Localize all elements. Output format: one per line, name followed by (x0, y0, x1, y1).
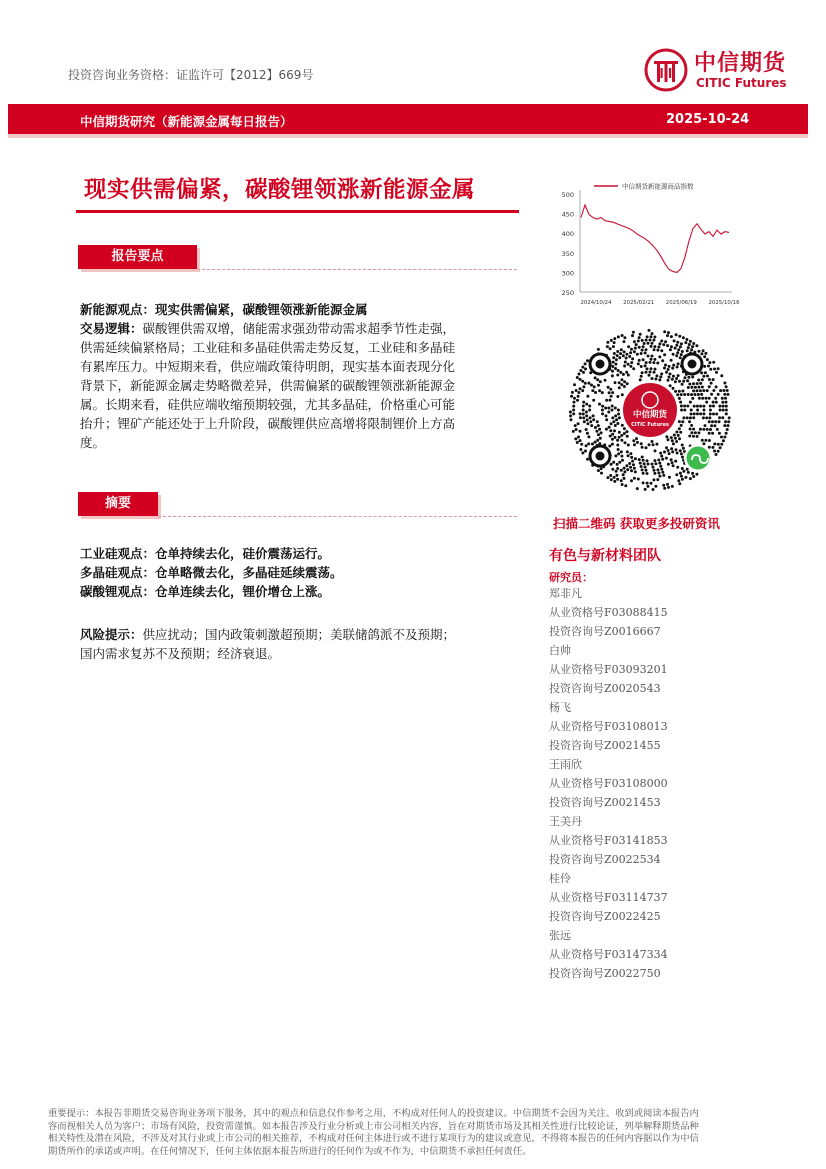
summary-item: 多晶硅观点：仓单略微去化，多晶硅延续震荡。 (80, 565, 343, 580)
logic-label: 交易逻辑： (80, 321, 143, 336)
index-line-chart (540, 176, 752, 314)
analyst-name: 张远 (549, 929, 571, 942)
legend-label: 中信期货新能源商品指数 (622, 182, 694, 191)
logic-line: 度。 (80, 435, 106, 450)
company-logo (644, 46, 804, 98)
header-banner-shadow (8, 134, 808, 138)
qr-finder-dot (596, 360, 605, 369)
analyst-advisory: 投资咨询号Z0022425 (549, 910, 661, 923)
analyst-advisory: 投资咨询号Z0016667 (549, 625, 661, 638)
x-tick-label: 2025/06/19 (665, 300, 697, 306)
logic-line: 抬升；锂矿产能还处于上升阶段，碳酸锂供应高增将限制锂价上方高 (80, 416, 456, 431)
analyst-advisory: 投资咨询号Z0020543 (549, 682, 661, 695)
banner-date: 2025-10-24 (666, 112, 750, 127)
analyst-name: 杨飞 (549, 701, 571, 714)
logic-line: 供需延续偏紧格局；工业硅和多晶硅供需走势反复，工业硅和多晶硅 (80, 340, 456, 355)
analyst-license: 从业资格号F03141853 (549, 834, 668, 847)
y-tick-label: 350 (561, 249, 574, 258)
analyst-list (549, 584, 668, 983)
summary-item: 工业硅观点：仓单持续去化，硅价震荡运行。 (80, 546, 331, 561)
report-headline: 现实供需偏紧，碳酸锂领涨新能源金属 (84, 177, 476, 203)
logic-line: 交易逻辑：碳酸锂供需双增，储能需求强劲带动需求超季节性走强， (80, 321, 456, 336)
risk-text: 国内需求复苏不及预期；经济衰退。 (80, 646, 281, 661)
analyst-advisory: 投资咨询号Z0021453 (549, 796, 661, 809)
risk-label: 风险提示： (80, 627, 143, 642)
risk-paragraph (80, 625, 455, 663)
y-tick-label: 250 (561, 289, 574, 297)
qr-caption: 扫描二维码 获取更多投研资讯 (553, 516, 720, 531)
headline-rule (76, 210, 519, 213)
view-text: 现实供需偏紧，碳酸锂领涨新能源金属 (155, 302, 368, 317)
analyst-advisory: 投资咨询号Z0022534 (549, 853, 661, 866)
analyst-license: 从业资格号F03108000 (549, 777, 668, 790)
disclaimer-line: 相关特性及潜在风险，不涉及对其行业或上市公司的相关推荐，不构成对任何主体进行或不进行某项行为的建议或意见，不得将本报告的任何内容据以作为中信 (48, 1133, 699, 1144)
y-tick-label: 400 (561, 230, 574, 239)
logic-line: 属。长期来看，硅供应端收缩预期较强，尤其多晶硅，价格重心可能 (80, 397, 456, 412)
analyst-license: 从业资格号F03108013 (549, 720, 668, 733)
logo-cn-text: 中信期货 (694, 51, 787, 76)
disclaimer-line: 重要提示：本报告非期货交易咨询业务项下服务，其中的观点和信息仅作参考之用，不构成对任何人的投资建议。中信期货不会因为关注、收到或阅读本报告内 (48, 1108, 699, 1119)
team-name: 有色与新材料团队 (549, 548, 661, 564)
x-tick-label: 2025/02/21 (623, 300, 655, 306)
logic-paragraph (80, 319, 520, 452)
qr-center-cn: 中信期货 (632, 410, 668, 420)
summary-item: 碳酸锂观点：仓单连续去化，锂价增仓上涨。 (80, 584, 331, 599)
disclaimer (48, 1108, 778, 1158)
disclaimer-line: 容而视相关人员为客户；市场有风险，投资需谨慎。如本报告涉及行业分析或上市公司相关内容，旨在对期货市场及其相关性进行比较论证，列举解释期货品种 (48, 1120, 699, 1132)
qr-finder-dot (688, 360, 697, 369)
logic-line: 背景下，新能源金属走势略微差异，供需偏紧的碳酸锂领涨新能源金 (80, 378, 456, 393)
section-tag-summary: 摘要 (78, 492, 158, 516)
analyst-name: 王雨欣 (549, 758, 582, 771)
analyst-name: 桂伶 (549, 872, 571, 885)
section-divider (197, 269, 517, 270)
y-tick-label: 300 (561, 269, 574, 278)
banner-title: 中信期货研究（新能源金属每日报告） (80, 114, 293, 129)
x-tick-label: 2024/10/24 (580, 300, 612, 306)
section-divider (158, 516, 517, 517)
series-line (581, 205, 729, 272)
qr-center-en: CITIC Futures (631, 422, 669, 428)
y-tick-label: 500 (561, 191, 574, 199)
analyst-advisory: 投资咨询号Z0022750 (549, 967, 661, 980)
qr-finder-dot (596, 452, 605, 461)
section-tag-key-points: 报告要点 (78, 245, 197, 269)
analyst-name: 王美丹 (549, 815, 582, 828)
logo-en-text: CITIC Futures (696, 76, 787, 90)
analyst-advisory: 投资咨询号Z0021455 (549, 739, 661, 752)
analyst-license: 从业资格号F03088415 (549, 606, 668, 619)
logic-line: 有累库压力。中短期来看，供应端政策待明朗，现实基本面表现分化 (80, 359, 456, 374)
license-text: 投资咨询业务资格：证监许可【2012】669号 (68, 68, 314, 82)
view-label: 新能源观点： (80, 302, 156, 317)
analyst-name: 白帅 (549, 644, 571, 657)
analyst-license: 从业资格号F03093201 (549, 663, 668, 676)
qr-code[interactable] (566, 326, 734, 494)
y-tick-label: 450 (561, 210, 574, 219)
logo-mark-icon (644, 48, 688, 92)
risk-text: 供应扰动；国内政策刺激超预期；美联储鸽派不及预期； (142, 627, 456, 642)
x-tick-label: 2025/10/16 (708, 300, 740, 306)
analyst-license: 从业资格号F03147334 (549, 948, 668, 961)
view-line (80, 300, 368, 319)
mini-program-icon (687, 447, 710, 470)
summary-list (80, 544, 343, 601)
analyst-license: 从业资格号F03114737 (549, 891, 668, 904)
disclaimer-line: 期货所作的承诺或声明。在任何情况下，任何主体依据本报告所进行的任何作为或不作为，中信期货不承担任何责任。 (48, 1145, 532, 1157)
analyst-name: 郑非凡 (549, 587, 582, 600)
team-subtitle: 研究员： (549, 571, 593, 584)
